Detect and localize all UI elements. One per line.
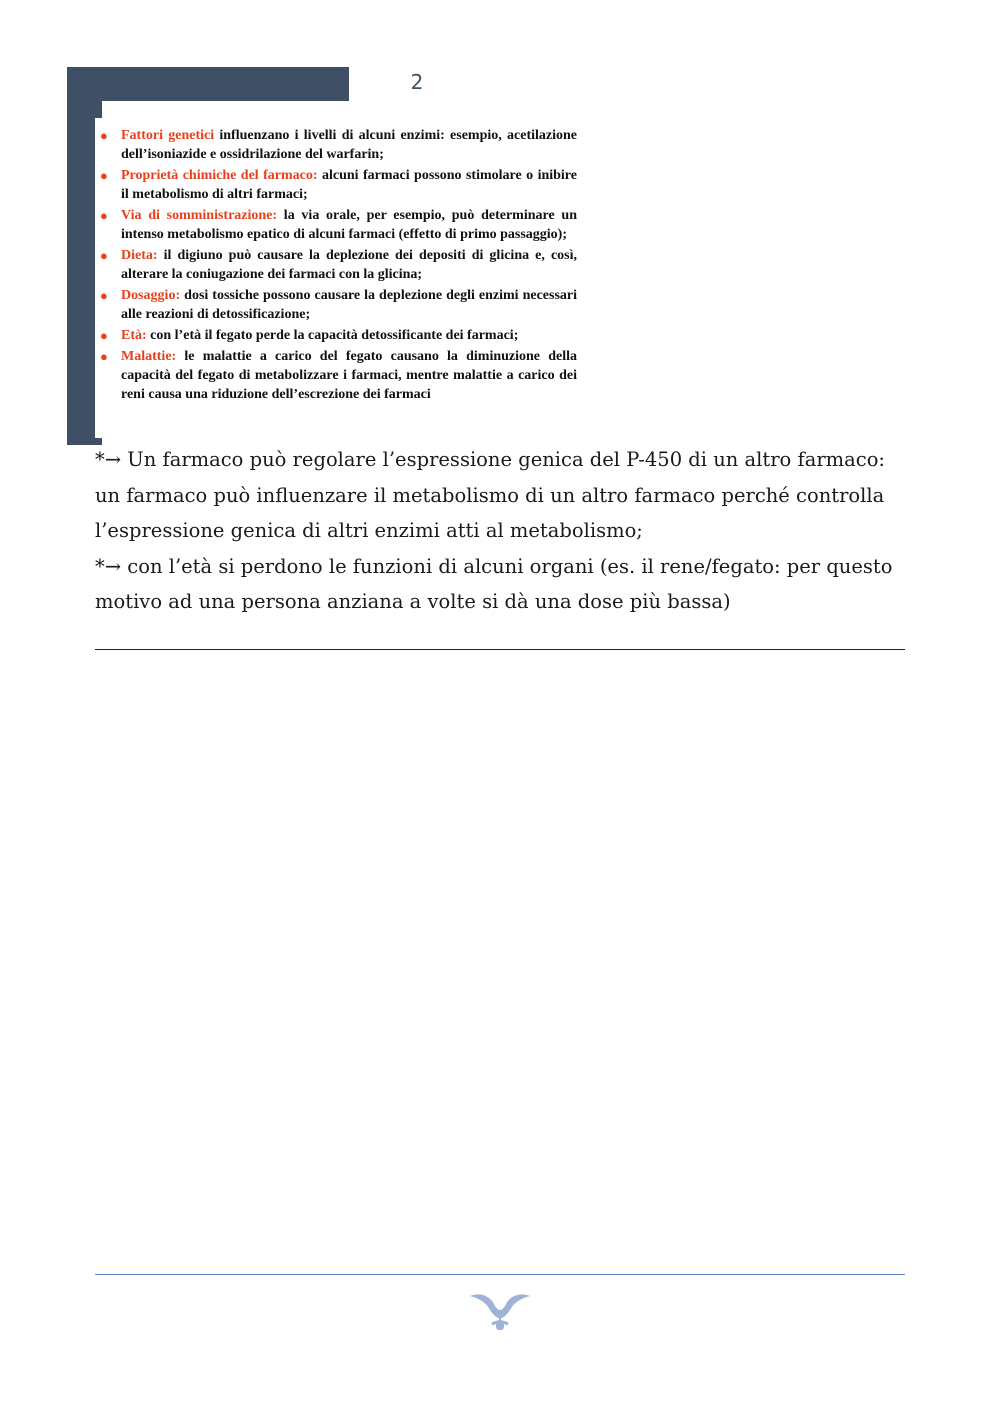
item-text: alcuni farmaci possono stimolare o inibire il metabolismo di altri farmaci; (121, 168, 577, 202)
header-band (67, 67, 349, 101)
list-item (95, 246, 577, 284)
list-item (95, 166, 577, 204)
list-item (95, 206, 577, 244)
bullet-icon: ● (100, 328, 108, 343)
slide-image (95, 118, 590, 438)
item-text: il digiuno può causare la deplezione dei depositi di glicina e, così, alterare la coniugazione dei farmaci con la glicina; (121, 248, 577, 282)
item-term: Malattie: (121, 349, 177, 364)
bullet-icon: ● (100, 248, 108, 263)
item-term: Fattori genetici (121, 128, 215, 143)
note-paragraph: *→ Un farmaco può regolare l’espressione genica del P-450 di un altro farmaco: un farmaco può influenzare il metabolismo di un altro farmaco perché controlla l’espressione genica di altri enzimi atti al metabolismo; (95, 448, 886, 542)
bullet-icon: ● (100, 128, 108, 143)
list-item (95, 126, 577, 164)
list-item (95, 326, 577, 345)
item-text: dosi tossiche possono causare la deplezione degli enzimi necessari alle reazioni di detossificazione; (121, 288, 577, 322)
item-term: Via di somministrazione: (121, 208, 278, 223)
item-text: le malattie a carico del fegato causano la diminuzione della capacità del fegato di metabolizzare i farmaci, mentre malattie a carico dei reni causa una riduzione dell’escrezione dei farmaci (121, 349, 577, 402)
bullet-icon: ● (100, 349, 108, 364)
item-term: Dosaggio: (121, 288, 181, 303)
item-term: Età: (121, 328, 147, 343)
list-item (95, 286, 577, 324)
bullet-icon: ● (100, 168, 108, 183)
list-item (95, 347, 577, 404)
item-term: Proprietà chimiche del farmaco: (121, 168, 318, 183)
bullet-icon: ● (100, 288, 108, 303)
item-text: influenzano i livelli di alcuni enzimi: esempio, acetilazione dell’isoniazide e ossidrilazione del warfarin; (121, 128, 577, 162)
footer-line (95, 1274, 905, 1275)
factors-list (95, 118, 590, 404)
section-divider (95, 649, 905, 650)
item-term: Dieta: (121, 248, 158, 263)
item-text: con l’età il fegato perde la capacità detossificante dei farmaci; (146, 328, 519, 343)
item-text: la via orale, per esempio, può determinare un intenso metabolismo epatico di alcuni farmaci (effetto di primo passaggio); (121, 208, 577, 242)
page-number: 2 (410, 70, 424, 94)
bullet-icon: ● (100, 208, 108, 223)
notes-body (95, 442, 905, 620)
fleur-logo-icon (468, 1290, 532, 1332)
note-paragraph: *→ con l’età si perdono le funzioni di alcuni organi (es. il rene/fegato: per questo motivo ad una persona anziana a volte si dà una dose più bassa) (95, 554, 893, 613)
